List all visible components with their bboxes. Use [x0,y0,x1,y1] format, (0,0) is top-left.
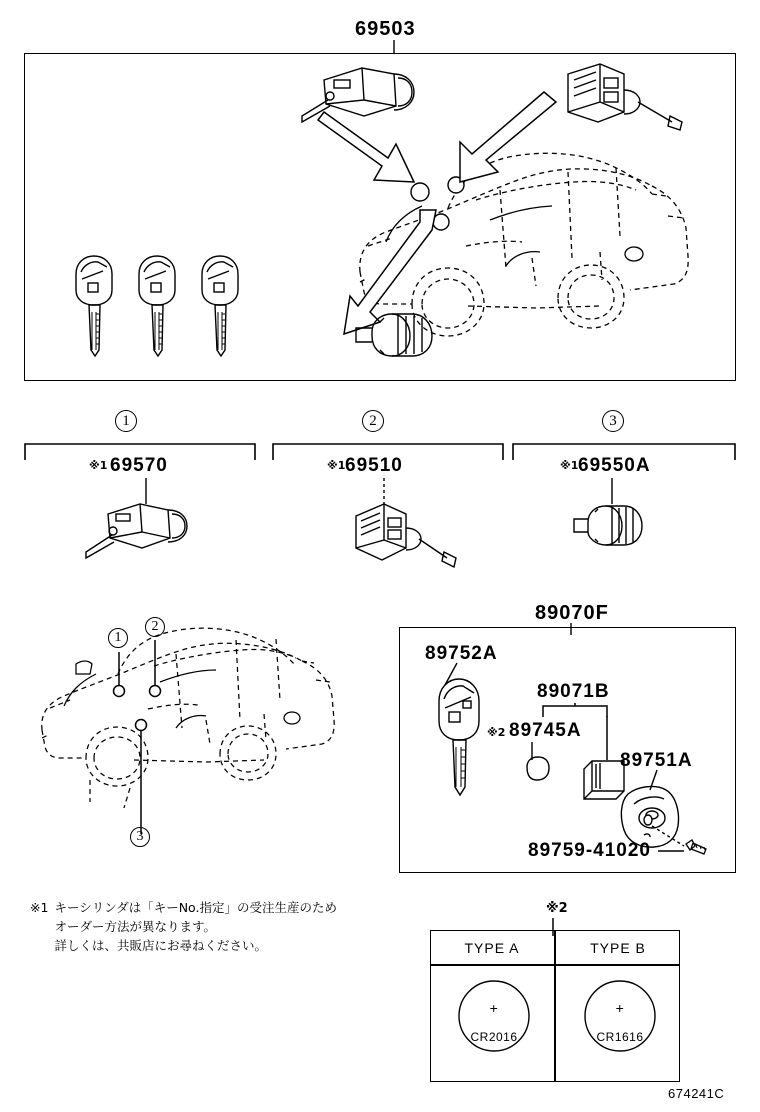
part-number-89752A: 89752A [425,643,498,664]
callout-number: 3 [130,827,150,847]
callout-number: 2 [145,617,165,637]
note-mark-2: ※1 [327,459,346,472]
parts-row-callout-1 [115,410,137,432]
top-panel-illustration [300,60,730,378]
battery-type-b-value: CR1616 [596,1030,644,1044]
key-blank-group [62,250,242,362]
callout-number: 3 [602,410,624,432]
bracket-group-89071B [541,703,611,719]
battery-type-a-header: TYPE A [464,940,520,956]
callout-number: 1 [108,628,128,648]
part-number-89759-41020: 89759-41020 [528,840,651,861]
figure-id: 674241C [668,1086,725,1101]
ignition-switch-lock-icon [344,498,464,576]
remote-assembly-number: 89070F [535,602,609,624]
callout-number: 1 [115,410,137,432]
top-assembly-leader [392,40,396,54]
transponder-key-icon [425,675,495,800]
callout-number: 2 [362,410,384,432]
vehicle-position-illustration [24,612,380,890]
part-number-89751A: 89751A [620,750,693,771]
screw-icon [682,838,712,860]
battery-type-b-header: TYPE B [590,940,646,956]
part-number-89071B: 89071B [537,681,610,702]
battery-type-a-polarity: + [489,1000,499,1016]
note-mark-battery: ※2 [487,726,506,739]
part-number-69550A: 69550A [578,455,651,476]
part-number-69510: 69510 [345,455,403,476]
battery-type-b-polarity: + [615,1000,625,1016]
part-number-89745A: 89745A [509,720,582,741]
footnote-line-2: オーダー方法が異なります。 [54,919,216,934]
footnote-line-3: 詳しくは、共販店にお尋ねください。 [54,938,267,953]
parts-row-callout-2 [362,410,384,432]
top-assembly-number: 69503 [355,18,416,40]
luggage-lock-cylinder-icon [566,500,676,560]
bracket-leader-transmitter [604,716,610,760]
footnote-block [30,898,337,955]
door-lock-cylinder-icon [82,498,207,573]
note-mark-1: ※1 [89,459,108,472]
battery-table-mark: ※2 [546,901,568,916]
note-mark-3: ※1 [560,459,579,472]
battery-type-a-value: CR2016 [470,1030,518,1044]
coin-battery-icon [521,755,553,783]
footnote-mark: ※1 [30,900,49,915]
part-number-69570: 69570 [110,455,168,476]
parts-row-callout-3 [602,410,624,432]
footnote-line-1: キーシリンダは「キーNo.指定」の受注生産のため [54,900,337,915]
